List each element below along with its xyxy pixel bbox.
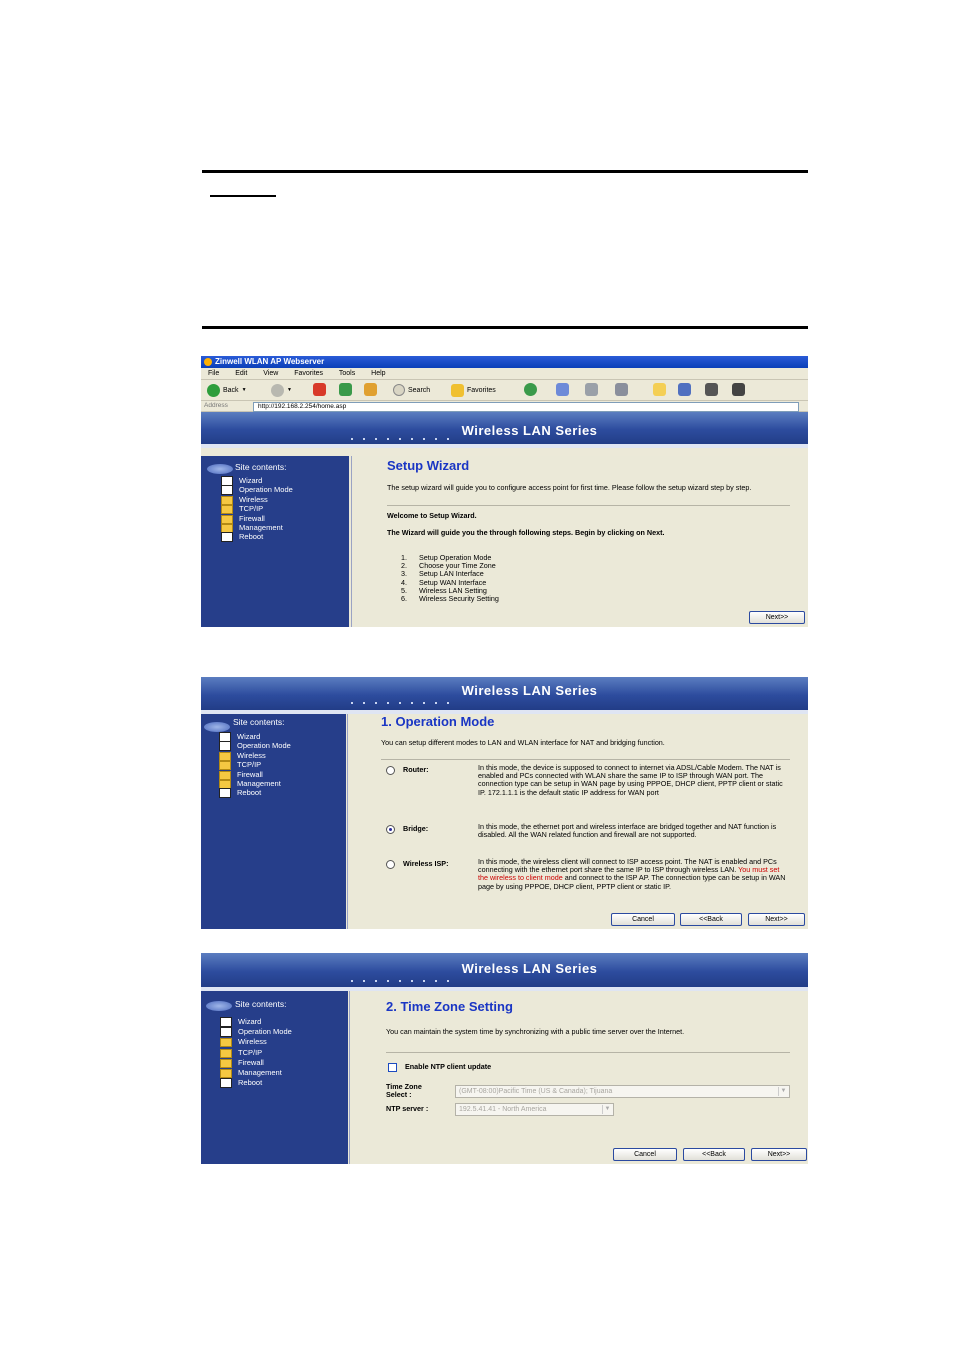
next-button[interactable]: Next>> <box>748 913 805 926</box>
browser-toolbar <box>201 380 808 401</box>
home-icon[interactable] <box>364 383 377 396</box>
main-panel <box>349 991 808 1164</box>
forward-button[interactable]: ▼ <box>271 383 292 397</box>
sidebar-item-operation-mode[interactable]: Operation Mode <box>220 1027 292 1037</box>
page-content <box>201 991 808 1164</box>
folder-icon[interactable] <box>653 383 666 396</box>
ntp-enable-checkbox[interactable] <box>388 1063 397 1072</box>
globe-icon <box>204 722 230 732</box>
bottom-rule <box>202 326 808 329</box>
sidebar <box>201 714 346 929</box>
menu-bar <box>201 368 808 380</box>
ntp-enable-label: Enable NTP client update <box>405 1062 492 1071</box>
page-icon <box>221 532 233 542</box>
back-arrow-icon <box>207 384 220 397</box>
print-icon[interactable] <box>585 383 598 396</box>
sidebar-item-tcpip[interactable]: TCP/IP <box>221 504 293 513</box>
list-item: 5. Wireless LAN Setting <box>401 585 487 595</box>
star-icon <box>451 384 464 397</box>
banner-strip <box>201 444 808 448</box>
time-zone-select[interactable]: (GMT-08:00)Pacific Time (US & Canada); Tijuana ▼ <box>455 1085 790 1098</box>
page-title: 2. Time Zone Setting <box>386 999 513 1014</box>
mail-icon[interactable] <box>556 383 569 396</box>
page-icon <box>220 1027 232 1037</box>
sidebar-item-tcpip[interactable]: TCP/IP <box>220 1048 292 1058</box>
menu-favorites[interactable]: Favorites <box>294 370 324 377</box>
next-button[interactable]: Next>> <box>751 1148 807 1161</box>
media-icon[interactable] <box>524 383 537 396</box>
sidebar <box>201 991 348 1164</box>
page-icon <box>219 788 231 798</box>
banner-dots <box>351 980 451 982</box>
top-rule <box>202 170 808 173</box>
messenger-icon[interactable] <box>678 383 691 396</box>
favorites-button[interactable]: Favorites <box>451 383 496 397</box>
page-title: 1. Operation Mode <box>381 714 495 729</box>
intro-text: You can maintain the system time by synchronizing with a public time server over the Internet. <box>386 1027 685 1036</box>
screenshot-setup-wizard <box>201 356 808 627</box>
divider <box>386 1052 790 1053</box>
folder-icon <box>220 1069 232 1078</box>
next-button[interactable]: Next>> <box>749 611 805 624</box>
back-button[interactable]: <<Back <box>683 1148 745 1161</box>
intro-text: The setup wizard will guide you to configure access point for first time. Please follow the setup wizard step by step. <box>387 483 752 492</box>
sidebar <box>201 456 349 627</box>
page-banner <box>201 677 808 710</box>
back-button[interactable]: Back ▼ <box>207 383 247 397</box>
folder-icon <box>220 1038 232 1047</box>
page-content <box>201 456 808 627</box>
search-button[interactable]: Search <box>393 383 430 397</box>
page-content <box>201 714 808 929</box>
chevron-down-icon: ▼ <box>778 1087 788 1096</box>
sidebar-item-wireless[interactable]: Wireless <box>219 751 291 760</box>
folder-icon <box>220 1059 232 1068</box>
divider <box>387 505 790 506</box>
sidebar-item-reboot[interactable]: Reboot <box>220 1078 292 1088</box>
bridge-description: In this mode, the ethernet port and wireless interface are bridged together and NAT function is disabled. All the WAN related function and firewall are not supported. <box>478 822 777 840</box>
sidebar-items <box>219 732 291 798</box>
edit-icon[interactable] <box>615 383 628 396</box>
sidebar-items <box>220 1017 292 1088</box>
sidebar-item-wizard[interactable]: Wizard <box>220 1017 292 1027</box>
list-item: 2. Choose your Time Zone <box>401 561 496 571</box>
globe-icon <box>206 1001 232 1011</box>
router-description: In this mode, the device is supposed to connect to internet via ADSL/Cable Modem. The NAT is enabled and PCs connected with WLAN share the same IP to ISP through WAN port. The connection type can be setup in WAN page by using PPPOE, DHCP client, PPTP client or static IP. 172.1.1.1 is the default static IP address for WAN port <box>478 763 783 797</box>
screenshot-time-zone <box>201 953 808 1164</box>
bridge-label: Bridge: <box>403 824 429 833</box>
sidebar-item-tcpip[interactable]: TCP/IP <box>219 760 291 769</box>
sidebar-item-wizard[interactable]: Wizard <box>219 732 291 741</box>
window-titlebar <box>201 356 808 368</box>
sidebar-item-management[interactable]: Management <box>219 779 291 788</box>
menu-tools[interactable]: Tools <box>338 370 356 377</box>
banner-title: Wireless LAN Series <box>461 423 598 438</box>
sidebar-item-management[interactable]: Management <box>221 523 293 532</box>
search-icon <box>393 384 405 396</box>
sidebar-item-wizard[interactable]: Wizard <box>221 476 293 485</box>
page-banner <box>201 953 808 987</box>
back-button[interactable]: <<Back <box>680 913 742 926</box>
globe-icon <box>207 464 233 474</box>
wireless-isp-description: In this mode, the wireless client will connect to ISP access point. The NAT is enabled and PCs connecting with the ethernet port share the same IP to ISP through wireless LAN. You must set the wireless to client mode and connect to the ISP AP. The connection type can be setup in WAN page by using PPPOE, DHCP client, PPTP client or static IP. <box>478 857 786 891</box>
sidebar-heading: Site contents: <box>235 462 287 472</box>
menu-view[interactable]: View <box>263 370 279 377</box>
list-item: 3. Setup LAN Interface <box>401 569 484 579</box>
cancel-button[interactable]: Cancel <box>611 913 675 926</box>
sidebar-item-firewall[interactable]: Firewall <box>221 514 293 523</box>
sidebar-item-reboot[interactable]: Reboot <box>221 532 293 541</box>
refresh-icon[interactable] <box>339 383 352 396</box>
menu-file[interactable]: File <box>208 370 220 377</box>
page-banner <box>201 412 808 444</box>
time-zone-label: Time Zone Select : <box>386 1082 422 1100</box>
main-panel <box>347 714 808 929</box>
router-radio[interactable] <box>386 766 395 775</box>
sidebar-item-operation-mode[interactable]: Operation Mode <box>219 741 291 750</box>
divider <box>381 759 790 760</box>
router-label: Router: <box>403 765 429 774</box>
address-label: Address <box>204 402 228 409</box>
ntp-server-select[interactable]: 192.5.41.41 - North America ▼ <box>455 1103 614 1116</box>
window-title: Zinwell WLAN AP Webserver <box>215 357 325 366</box>
ie-icon <box>204 358 212 366</box>
menu-help[interactable]: Help <box>371 370 386 377</box>
banner-dots <box>351 702 451 704</box>
screenshot-operation-mode <box>201 677 808 929</box>
sidebar-item-firewall[interactable]: Firewall <box>220 1058 292 1068</box>
sidebar-item-operation-mode[interactable]: Operation Mode <box>221 485 293 494</box>
sidebar-items <box>221 476 293 542</box>
sidebar-item-management[interactable]: Management <box>220 1068 292 1078</box>
note-underline <box>210 195 276 197</box>
page-title: Setup Wizard <box>387 458 470 473</box>
warning-text: You must set the wireless to client mode <box>478 865 780 883</box>
bridge-radio[interactable] <box>386 825 395 834</box>
list-item: 6. Wireless Security Setting <box>401 594 499 604</box>
banner-dots <box>351 438 451 440</box>
wireless-isp-radio[interactable] <box>386 860 395 869</box>
steps-list <box>401 554 499 603</box>
sidebar-item-firewall[interactable]: Firewall <box>219 770 291 779</box>
wireless-isp-label: Wireless ISP: <box>403 859 449 868</box>
sidebar-heading: Site contents: <box>235 999 287 1009</box>
ntp-server-label: NTP server : <box>386 1104 429 1113</box>
address-bar <box>201 401 808 412</box>
chevron-down-icon: ▼ <box>602 1105 612 1114</box>
address-input[interactable]: http://192.168.2.254/home.asp <box>253 402 799 412</box>
sidebar-item-wireless[interactable]: Wireless <box>221 495 293 504</box>
stop-icon[interactable] <box>313 383 326 396</box>
cancel-button[interactable]: Cancel <box>613 1148 677 1161</box>
banner-title: Wireless LAN Series <box>461 683 598 698</box>
welcome-text: Welcome to Setup Wizard. <box>387 511 477 520</box>
sidebar-item-wireless[interactable]: Wireless <box>220 1037 292 1047</box>
list-item: 1. Setup Operation Mode <box>401 553 492 562</box>
intro-text: You can setup different modes to LAN and WLAN interface for NAT and bridging function. <box>381 738 665 747</box>
sidebar-heading: Site contents: <box>233 717 285 727</box>
folder-icon <box>220 1049 232 1058</box>
paw-icon[interactable] <box>705 383 718 396</box>
guide-text: The Wizard will guide you the through following steps. Begin by clicking on Next. <box>387 528 665 537</box>
page-icon <box>220 1017 232 1027</box>
banner-title: Wireless LAN Series <box>461 961 598 976</box>
tools-icon[interactable] <box>732 383 745 396</box>
forward-arrow-icon <box>271 384 284 397</box>
list-item: 4. Setup WAN Interface <box>401 577 487 587</box>
menu-edit[interactable]: Edit <box>235 370 248 377</box>
page-icon <box>220 1078 232 1088</box>
sidebar-item-reboot[interactable]: Reboot <box>219 788 291 797</box>
main-panel <box>351 456 808 627</box>
